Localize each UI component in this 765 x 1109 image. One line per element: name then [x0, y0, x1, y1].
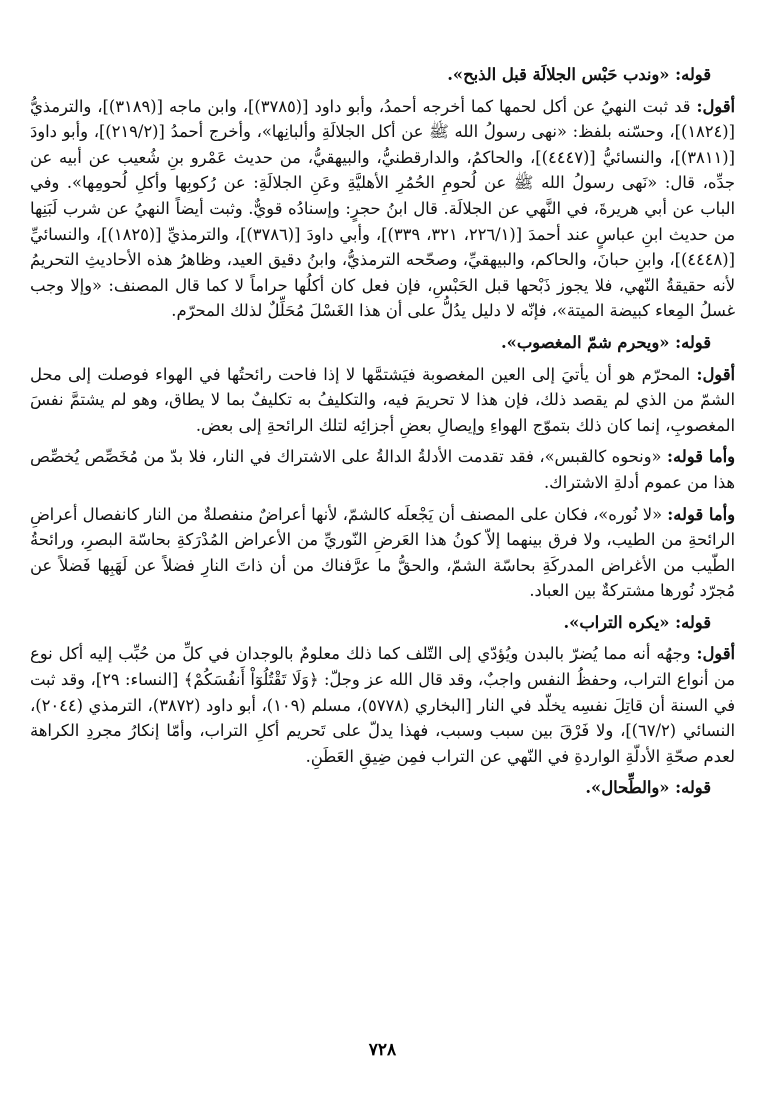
section-header-4 [30, 775, 711, 801]
paragraph-1 [30, 94, 735, 324]
para-label: أقول: [696, 96, 736, 116]
para-label: وأما قوله: [667, 504, 735, 524]
section-header-1 [30, 62, 711, 88]
paragraph-2 [30, 362, 735, 439]
paragraph-4 [30, 502, 735, 604]
page-body [30, 58, 735, 1088]
header-text: «والطِّحال». [585, 778, 676, 798]
header-label: قوله: [675, 778, 711, 798]
header-label: قوله: [675, 612, 711, 632]
paragraph-5 [30, 641, 735, 769]
header-label: قوله: [675, 332, 711, 352]
para-text: المحرّم هو أن يأتيَ إلى العين المغصوبة فيَشتمَّها لا إذا فاحت رائحتُها في الهواء فوصلت إلى محل الشمّ من الذي لم يقصد ذلك، فإن هذا لا تحريمَ فيه، والتكليفُ به تكليفٌ بما لا يطاق، وهو لم يشتمَّ نفسَ المغصوبِ، إنما كان ذلك بتموّج الهواءِ وإيصالِ بعضِ أجزائِه لتلك الرائحةِ إلى بعض. [30, 364, 735, 435]
para-text: وجهُه أنه مما يُضرّ بالبدن ويُؤدّي إلى التّلف كما ذلك معلومٌ بالوجدان في كلِّ من حُبِّب إليه أكل نوع من أنواع التراب، وحفظُ النفس واجبٌ، وقد قال الله عز وجلّ: ﴿وَلَا تَقْتُلُوٓاْ أَنفُسَكُمْ﴾ [النساء: ٢٩]، وقد ثبت في السنة أن قاتِلَ نفسِه يخلّد في النار [البخاري (٥٧٧٨)، مسلم (١٠٩)، أبو داود (٣٨٧٢)، الترمذي (٢٠٤٤)، النسائي (٦٧/٢)]، ولا فَرْقَ بين سبب وسبب، فهذا يدلّ على تَحريم أكلِ التراب، وأمّا إنكارُ مجردِ الكراهة لعدم صحّةِ الأدلّةِ الواردةِ في النّهي عن التراب فمِن ضِيقِ العَطَنِ. [30, 644, 736, 766]
section-header-2 [30, 330, 711, 356]
para-label: أقول: [696, 644, 735, 664]
para-text: قد ثبت النهيُ عن أكل لحمها كما أخرجه أحمدُ، وأبو داود [(٣٧٨٥)]، وابن ماجه [(٣١٨٩)]، والترمذيُّ [(١٨٢٤)]، وحسّنه بلفظ: «نهى رسولُ الله ﷺ عن أكل الجلالَةِ وألبانِها»، وأخرج أحمدُ [(٢١٩/٢)]، وأبو داودَ [(٣٨١١)]، والنسائيُّ [(٤٤٤٧)]، والحاكمُ، والدارقطنيُّ، والبيهقيُّ، من حديث عَمْرو بنِ شُعيب عن أبيه عن جدِّه، قال: «نَهى رسولُ الله ﷺ عن لُحومِ الحُمُرِ الأهليَّةِ وعَنِ الجلالَةِ: عن رُكوبِها وأكلِ لُحومِها». وفي الباب عن أبي هريرةَ، في النَّهي عن الجلالَة. قال ابنُ حجرٍ: وإسنادُه قويٌّ. وثبت أيضاً النهيُ عن شرب لَبَنِها من حديث ابنِ عباسٍ عند أحمدَ [(٢٢٦/١، ٣٢١، ٣٣٩)]، وأبي داودَ [(٣٧٨٦)]، والترمذيِّ [(١٨٢٥)]، والنسائيِّ [(٤٤٤٨)]، وابنِ حبانَ، والحاكم، والبيهقيِّ، وصحّحه الترمذيُّ، وابنُ دقيق العيد، وظاهرُ هذه الأحاديثِ التحريمُ لأنه حقيقةُ النّهي، فلا يجوز ذَبْحها قبل الحَبْسِ، فإن فعل كان أكلُها حراماً لا كما قال المصنف: «وإلا وجب غسلُ المِعاء كبيضة الميتة»، فإنّه لا دليل يدُلُّ على أن هذا الغَسْلَ مُحَلِّلٌ لذلك المحرّم. [30, 96, 736, 321]
header-text: «يكره التراب». [563, 612, 676, 632]
header-text: «ويحرم شمّ المغصوب». [501, 332, 676, 352]
page-number: ٧٢٨ [368, 1040, 397, 1060]
header-label: قوله: [675, 65, 711, 84]
para-label: أقول: [696, 364, 735, 384]
para-text: «لا نُوره»، فكان على المصنف أن يَجْعلَه كالشمّ، لأنها أعراضٌ منفصلةٌ من النار كانفصال أعراضِ الرائحةِ من الطيب، ولا فرق بينهما إلاّ كونُ هذا العَرضِ النّوريِّ من الأعراض المُدْرَكةِ بحاسّة البصرِ، ورائحةُ الطّيب من الأغراض المدركَةِ بحاسّة الشمّ، والحقُّ ما عرَّفناك من أن ذاتَ النارِ فضلاً عن لَهَبِها فَضلاً عن مُجرّد نُورها مشتركةٌ بين العباد. [30, 504, 735, 601]
header-text: «وندب حَبْس الجلالَة قبل الذبح». [447, 65, 676, 84]
section-header-3 [30, 610, 711, 636]
para-text: «ونحوه كالقبس»، فقد تقدمت الأدلةُ الدالةُ على الاشتراك في النار، فلا بدّ من مُخَصِّص يُخصِّص هذا من عموم أدلةِ الاشتراك. [30, 447, 735, 492]
paragraph-3 [30, 444, 735, 495]
para-label: وأما قوله: [667, 447, 735, 467]
